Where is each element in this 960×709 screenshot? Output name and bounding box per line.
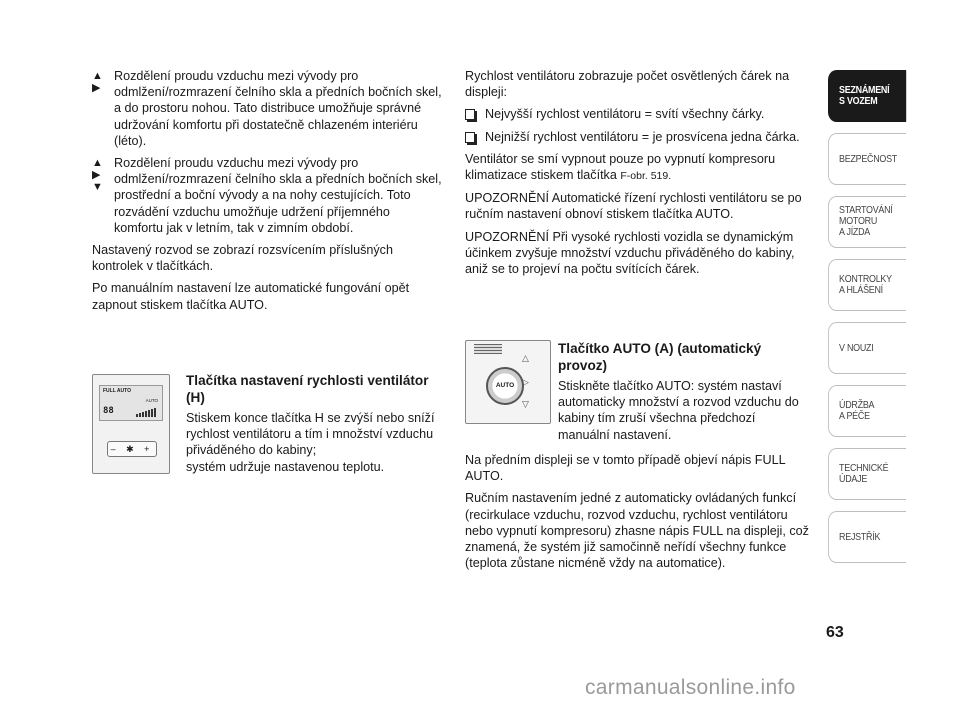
chapter-tab-label: ÚDRŽBA: [839, 399, 875, 411]
chapter-tab[interactable]: [828, 322, 906, 374]
chapter-tab-label: SEZNÁMENÍ: [839, 84, 890, 96]
chapter-tab[interactable]: [828, 511, 906, 563]
digit-display: 88: [103, 406, 114, 416]
paragraph: Stiskněte tlačítko AUTO: systém nastaví automaticky množství a rozvod vzduchu do kabiny tím zruší všechna předchozí manuální nastavení.: [558, 379, 799, 442]
chapter-tab-label: BEZPEČNOST: [839, 153, 898, 165]
warning-paragraph: UPOZORNĚNÍ Automatické řízení rychlosti ventilátoru se po ručním nastavení obnoví stiskem tlačítka AUTO.: [465, 191, 802, 222]
paragraph: Nastavený rozvod se zobrazí rozsvícením příslušných kontrolek v tlačítkách.: [92, 243, 393, 274]
item-text: Rozdělení proudu vzduchu mezi vývody pro odmlžení/rozmrazení čelního skla a předních bočních skel, a do prostoru nohou. Tato distribuce umožňuje správné udržování komfortu při dostatečně chlazeném interiéru (léto).: [114, 69, 442, 148]
warning-paragraph: UPOZORNĚNÍ Při vysoké rychlosti vozidla se dynamickým účinkem zvyšuje množství vzduchu přiváděného do kabiny, aniž se to projeví na počtu svítících čárek.: [465, 229, 795, 277]
chapter-tab-label: S VOZEM: [839, 95, 878, 107]
checkbox-bullet-icon: [465, 109, 475, 120]
fan-control-illustration: [92, 374, 170, 474]
fan-speed-bars: [136, 408, 156, 417]
chapter-tab-label: A PÉČE: [839, 410, 870, 422]
chapter-tab-label: A JÍZDA: [839, 226, 871, 238]
paragraph: Ventilátor se smí vypnout pouze po vypnutí kompresoru klimatizace stiskem tlačítka F-obr. 519.: [465, 151, 776, 183]
watermark: carmanualsonline.info: [585, 676, 796, 699]
list-item: Nejnižší rychlost ventilátoru = je prosvícena jedna čárka.: [465, 129, 810, 145]
page-number: 63: [826, 624, 844, 641]
paragraph: Rychlost ventilátoru zobrazuje počet osvětlených čárek na displeji:: [465, 69, 790, 100]
chapter-tab-label: TECHNICKÉ: [839, 462, 889, 474]
bottom-right-text: [465, 452, 810, 577]
checkbox-bullet-icon: [465, 132, 475, 143]
fan-speed-button: – ✱ +: [107, 441, 157, 457]
right-column: [465, 68, 810, 283]
climate-display: [99, 385, 163, 421]
chapter-tabs: [828, 70, 920, 574]
item-text: Rozdělení proudu vzduchu mezi vývody pro odmlžení/rozmrazení čelního skla a předních bočních skel, prostřední a boční vývody a na nohy cestujících. Toto rozvádění vzduchu umožňuje udržení příjemného komfortu jak v letním, tak v zimním období.: [114, 156, 442, 235]
fan-section: [186, 372, 436, 475]
auto-knob: AUTO: [486, 367, 524, 405]
paragraph: Stiskem konce tlačítka H se zvýší nebo sníží rychlost ventilátoru a tím i množství vzduchu přiváděného do kabiny;: [186, 411, 435, 458]
figure-ref: F-obr. 519.: [620, 170, 672, 183]
chapter-tab-label: STARTOVÁNÍ: [839, 204, 893, 216]
chapter-tab[interactable]: [828, 133, 906, 185]
chapter-tab[interactable]: [828, 448, 906, 500]
chapter-tab-label: ÚDAJE: [839, 473, 868, 485]
paragraph: Po manuálním nastavení lze automatické fungování opět zapnout stiskem tlačítka AUTO.: [92, 281, 410, 312]
chapter-tab-label: REJSTŘÍK: [839, 531, 881, 543]
chapter-tab-label: MOTORU: [839, 215, 878, 227]
arrow-up-right-down-icon: ▲ ▶ ▼: [92, 157, 103, 194]
chapter-tab[interactable]: [828, 196, 906, 248]
triangle-down-icon: ▽: [522, 399, 529, 409]
auto-label: AUTO: [145, 398, 158, 403]
auto-button-illustration: [465, 340, 551, 424]
vent-grille: [474, 344, 502, 354]
arrow-up-right-icon: ▲ ▶: [92, 70, 103, 94]
triangle-up-icon: △: [522, 353, 529, 363]
triangle-right-icon: ▷: [522, 377, 529, 387]
list-item: Nejvyšší rychlost ventilátoru = svítí všechny čárky.: [465, 106, 810, 122]
paragraph: Ručním nastavením jedné z automaticky ovládaných funkcí (recirkulace vzduchu, rozvod vzduchu, rychlost ventilátoru nebo vypnutí kompresoru) zhasne nápis FULL na displeji, což znamená, že systém již samočinně neřídí všechny funkce (teplota zůstane nicméně vždy na automatice).: [465, 491, 809, 571]
paragraph: systém udržuje nastavenou teplotu.: [186, 459, 385, 474]
section-title: Tlačítko AUTO (A) (automatický provoz): [558, 341, 762, 373]
section-title: Tlačítka nastavení rychlosti ventilátor (H): [186, 373, 429, 405]
chapter-tab[interactable]: [828, 70, 906, 122]
air-distribution-item-1: [92, 68, 442, 149]
chapter-tab-label: A HLÁŠENÍ: [839, 284, 883, 296]
air-distribution-item-2: [92, 155, 442, 236]
left-column: [92, 68, 442, 319]
auto-section: [558, 340, 808, 443]
chapter-tab[interactable]: [828, 259, 906, 311]
paragraph: Na předním displeji se v tomto případě objeví nápis FULL AUTO.: [465, 453, 786, 484]
full-auto-label: FULL AUTO: [103, 388, 131, 394]
chapter-tab[interactable]: [828, 385, 906, 437]
chapter-tab-label: KONTROLKY: [839, 273, 892, 285]
chapter-tab-label: V NOUZI: [839, 342, 874, 354]
